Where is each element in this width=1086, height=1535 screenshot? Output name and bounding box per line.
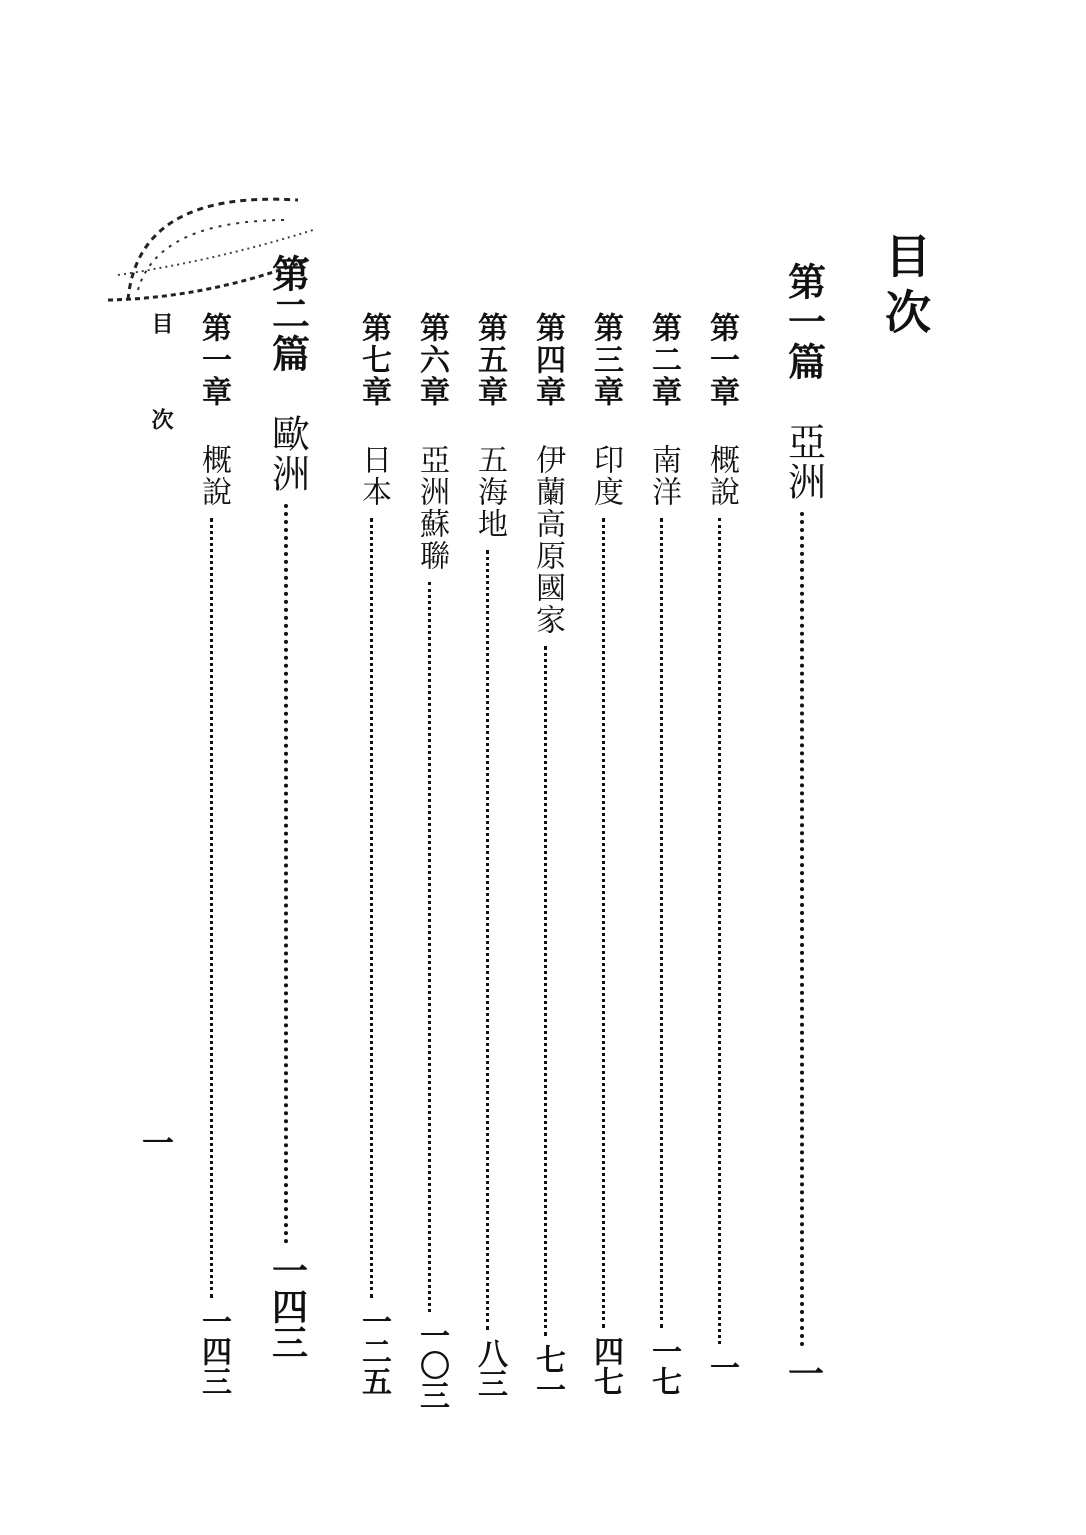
- page-number: 一七: [646, 1336, 681, 1396]
- leader-dots: [210, 518, 217, 1298]
- chapter-title: 概說: [196, 444, 231, 508]
- chapter-1-2-entry: [638, 312, 688, 1396]
- page-number: 一四三: [266, 1252, 309, 1360]
- page-number: 一: [782, 1355, 825, 1391]
- part-title: 亞洲: [781, 422, 826, 502]
- leader-dots: [284, 504, 292, 1244]
- leader-dots: [486, 550, 493, 1330]
- leader-dots: [660, 518, 667, 1328]
- page-number: 一二五: [356, 1306, 391, 1396]
- folio-page-number: 一: [142, 1124, 175, 1162]
- chapter-1-5-entry: [464, 312, 514, 1398]
- page-number: 一四三: [196, 1306, 231, 1396]
- chapter-title: 印度: [588, 444, 623, 508]
- leader-dots: [370, 518, 377, 1298]
- leader-dots: [602, 518, 609, 1328]
- page-number: 八三: [472, 1338, 507, 1398]
- leader-dots: [428, 582, 435, 1312]
- chapter-label: 第二章: [646, 312, 681, 408]
- chapter-label: 第五章: [472, 312, 507, 408]
- chapter-title: 南洋: [646, 444, 681, 508]
- chapter-title: 亞洲蘇聯: [414, 444, 449, 572]
- chapter-1-7-entry: [348, 312, 398, 1396]
- part-2-entry: [258, 254, 318, 1360]
- leader-dots: [544, 646, 551, 1336]
- running-head: 目 次: [148, 312, 174, 454]
- part-title: 歐洲: [265, 414, 310, 494]
- leader-dots: [718, 518, 725, 1344]
- page-number: 一: [704, 1352, 739, 1382]
- chapter-title: 五海地: [472, 444, 507, 540]
- chapter-1-4-entry: [522, 312, 572, 1404]
- part-label: 第二篇: [265, 254, 311, 374]
- chapter-title: 伊蘭高原國家: [530, 444, 565, 636]
- part-label: 第一篇: [781, 262, 827, 382]
- chapter-title: 概說: [704, 444, 739, 508]
- part-1-entry: [774, 262, 834, 1391]
- chapter-label: 第七章: [356, 312, 391, 408]
- page-title: 目次: [878, 232, 932, 344]
- chapter-label: 第一章: [704, 312, 739, 408]
- chapter-2-1-entry: [188, 312, 238, 1396]
- page-number: 四七: [588, 1336, 623, 1396]
- chapter-label: 第一章: [196, 312, 231, 408]
- chapter-label: 第四章: [530, 312, 565, 408]
- chapter-1-3-entry: [580, 312, 630, 1396]
- chapter-1-6-entry: [406, 312, 456, 1410]
- page-number: 七一: [530, 1344, 565, 1404]
- chapter-1-1-entry: [696, 312, 746, 1382]
- chapter-label: 第三章: [588, 312, 623, 408]
- chapter-label: 第六章: [414, 312, 449, 408]
- page-number: 一〇三: [414, 1320, 449, 1410]
- chapter-title: 日本: [356, 444, 391, 508]
- leader-dots: [800, 512, 808, 1347]
